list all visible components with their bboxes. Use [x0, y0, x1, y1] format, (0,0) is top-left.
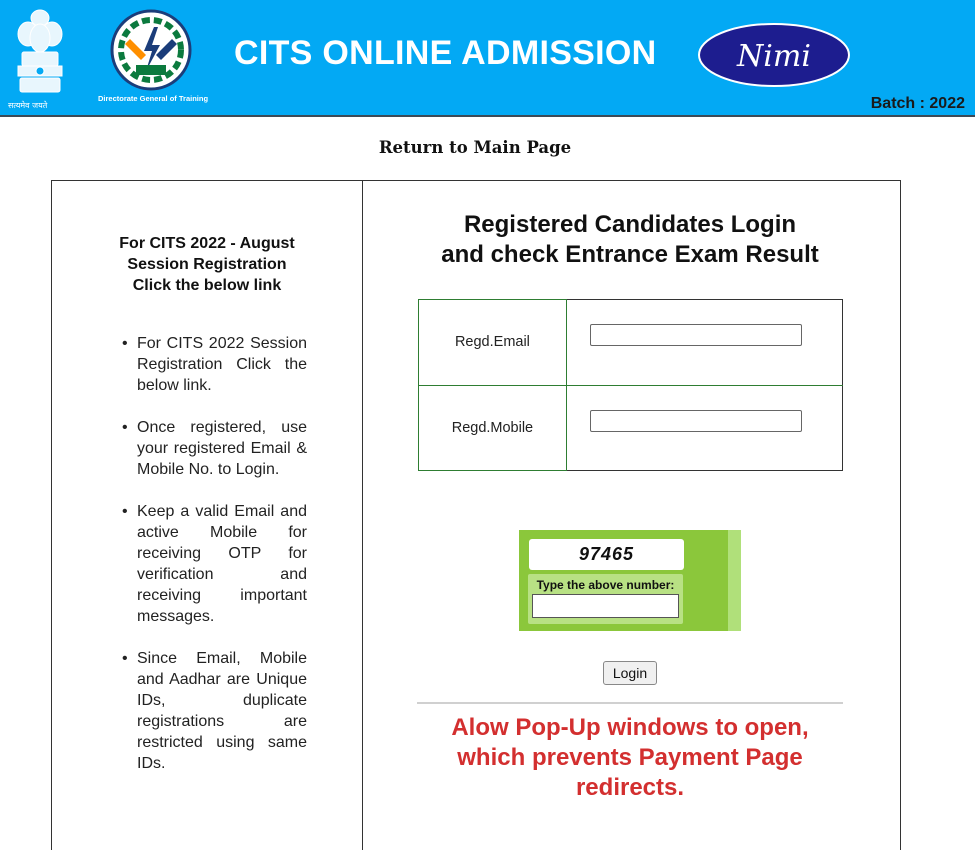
instruction-item: • Keep a valid Email and active Mobile for receiving OTP for verification and receiving important messages.	[137, 501, 307, 627]
mobile-cell	[566, 385, 842, 471]
instruction-list	[137, 333, 307, 795]
section-divider	[417, 702, 843, 704]
column-divider	[362, 181, 363, 850]
national-emblem-icon	[14, 8, 66, 106]
mobile-label: Regd.Mobile	[419, 385, 567, 471]
captcha-code: 97465	[529, 539, 684, 570]
registration-heading	[52, 233, 362, 296]
mobile-input[interactable]	[590, 410, 802, 432]
registration-heading-line: Click the below link	[132, 277, 282, 294]
instruction-item: • Since Email, Mobile and Aadhar are Unique IDs, duplicate registrations are restricted using same IDs.	[137, 648, 307, 774]
captcha-strip	[728, 530, 741, 631]
mobile-row	[419, 385, 843, 471]
registration-heading-line: Session Registration	[127, 256, 287, 273]
login-heading-line: Registered Candidates Login	[463, 211, 797, 238]
email-label: Regd.Email	[419, 300, 567, 386]
email-row	[419, 300, 843, 386]
site-header	[0, 0, 975, 117]
registration-heading-line: For CITS 2022 - August	[119, 235, 295, 252]
emblem-caption: सत्यमेव जयते	[8, 101, 48, 110]
popup-warning-text: Alow Pop-Up windows to open, which prevents Payment Page redirects.	[451, 714, 809, 801]
instruction-item: • Once registered, use your registered Email & Mobile No. to Login.	[137, 417, 307, 480]
site-title: CITS ONLINE ADMISSION	[234, 34, 657, 72]
dgt-logo-icon	[108, 9, 194, 91]
return-to-main-page-link[interactable]: Return to Main Page	[378, 138, 572, 157]
batch-label: Batch : 2022	[870, 95, 965, 112]
captcha-input[interactable]	[532, 594, 679, 618]
login-heading-line: and check Entrance Exam Result	[441, 241, 819, 268]
nimi-logo	[697, 22, 851, 88]
email-input[interactable]	[590, 324, 802, 346]
login-button[interactable]: Login	[603, 661, 657, 685]
email-cell	[566, 300, 842, 386]
captcha-box	[519, 530, 741, 631]
login-form-table	[418, 299, 843, 471]
dgt-caption: Directorate General of Training	[98, 94, 209, 103]
login-heading	[360, 210, 900, 270]
nimi-logo-text: Nimi	[737, 39, 811, 74]
instruction-item: • For CITS 2022 Session Registration Click the below link.	[137, 333, 307, 396]
captcha-prompt-label: Type the above number:	[536, 578, 675, 592]
captcha-prompt-box	[528, 574, 683, 624]
